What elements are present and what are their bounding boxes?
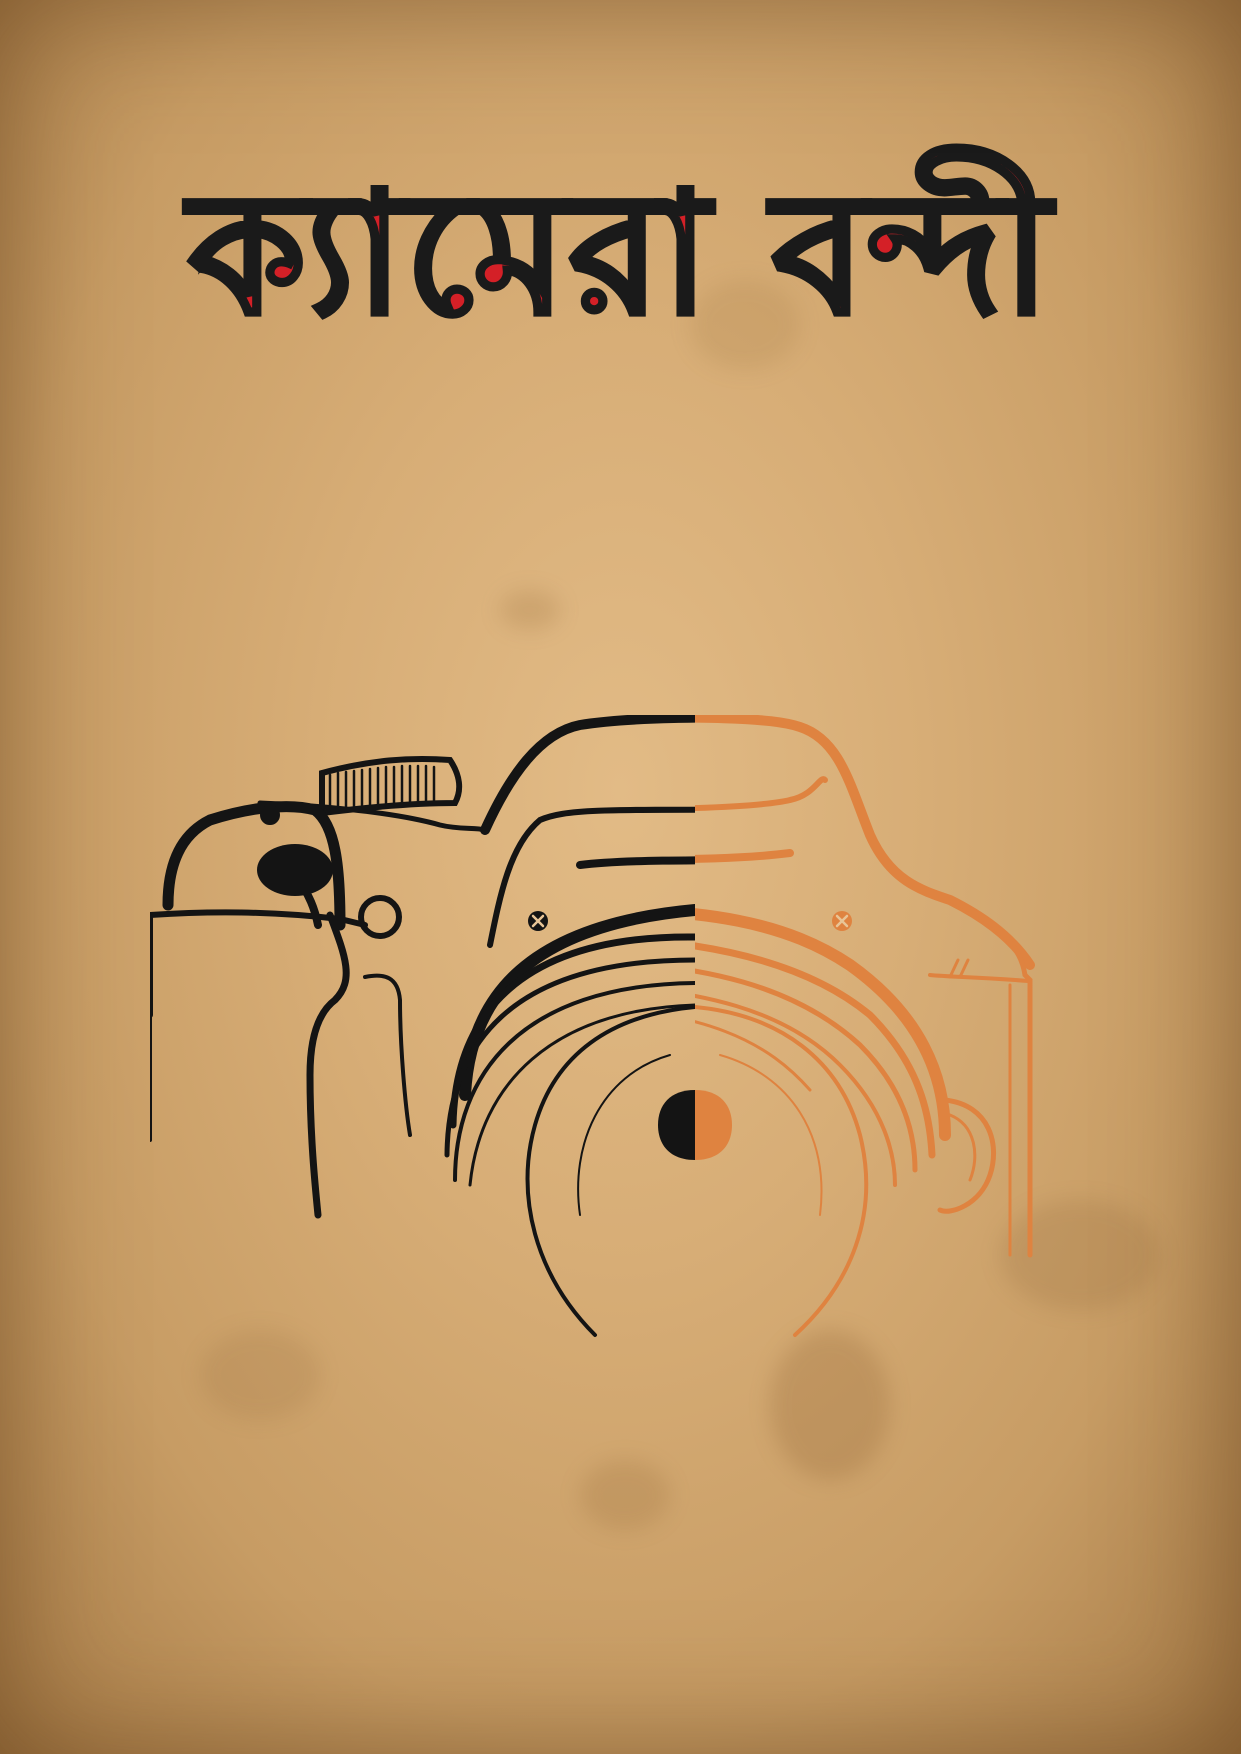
camera-left-half [150, 717, 850, 1335]
paper-stain [580, 1460, 670, 1530]
paper-stain [770, 1330, 890, 1480]
camera-icon [150, 715, 1050, 1345]
paper-stain [500, 590, 560, 630]
poster-title: ক্যামেরা বন্দী [188, 156, 1053, 352]
